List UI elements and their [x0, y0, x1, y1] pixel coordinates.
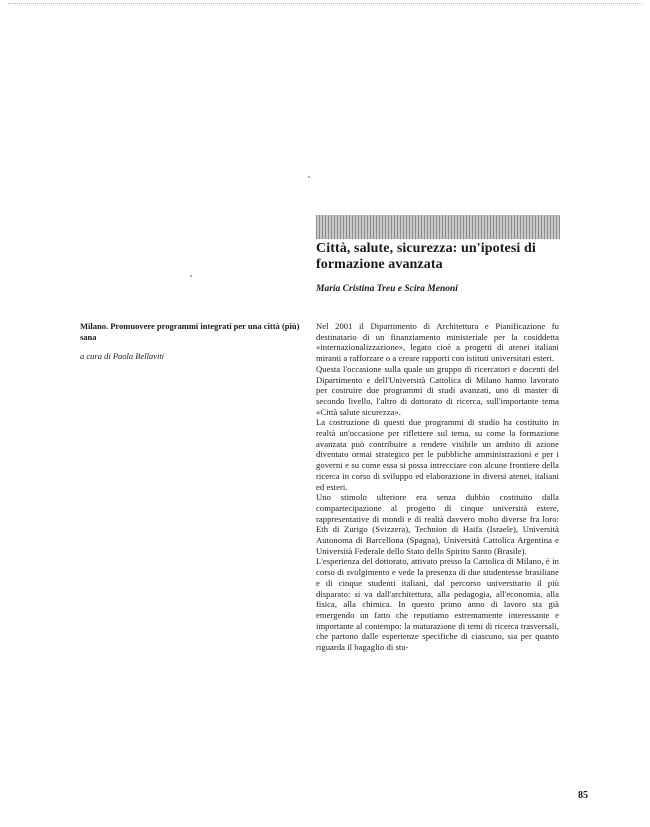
sidebar-section-title: Milano. Promuovere programmi integrati per una città (più) sana — [80, 321, 300, 342]
body-paragraph-3: La costruzione di questi due programmi di studio ha costituito in realtà un'occasione per riflettere sul tema, su come la formazione avanzata può contribuire a rendere visibile un ambito di azione diventato ormai strategico per le pubbliche amministrazioni e per i governi e su come essa si possa intrecciare con alcune frontiere della ricerca in corso di sviluppo ed elaborazione in diversi atenei, italiani ed esteri. — [316, 417, 559, 492]
scan-speck — [190, 275, 192, 277]
article-body — [316, 321, 559, 653]
title-hatched-band — [316, 215, 560, 239]
body-paragraph-2: Questa l'occasione sulla quale un gruppo di ricercatori e docenti del Dipartimento e dell'Università Cattolica di Milano hanno lavorato per costruire due programmi di studi avanzati, uno di master di secondo livello, l'altro di dottorato di ricerca, sull'importante tema «Città salute sicurezza». — [316, 363, 559, 417]
body-paragraph-4: Uno stimolo ulteriore era senza dubbio costituito dalla compartecipazione al progetto di cinque università estere, rappresentative di mondi e di realtà davvero molto diverse fra loro: Eth di Zurigo (Svizzera), Technion di Haifa (Israele), Università Autonoma di Barcellona (Spagna), Università Cattolica Argentina e Università Federale dello Stato dello Spirito Santo (Brasile). — [316, 492, 559, 556]
article-title: Città, salute, sicurezza: un'ipotesi di formazione avanzata — [316, 241, 536, 272]
page-number: 85 — [578, 790, 588, 801]
scan-speck — [308, 176, 310, 178]
body-paragraph-5: L'esperienza del dottorato, attivato presso la Cattolica di Milano, è in corso di svolgimento e vede la presenza di due studentesse brasiliane e di cinque studenti italiani, dal percorso universitario il più disparato: si va dall'architettura, alla pedagogia, all'economia, alla fisica, alla chimica. In questo primo anno di lavoro sta già emergendo un fatto che reputiamo estremamente interessante e importante al contempo: la maturazione di temi di ricerca trasversali, che partono dalle esperienze specifiche di ciascuno, sia per quanto riguarda il bagaglio di stu- — [316, 556, 559, 653]
sidebar-credit: a cura di Paola Bellaviti — [80, 351, 165, 361]
article-authors: Maria Cristina Treu e Scira Menoni — [316, 284, 458, 294]
top-dotted-rule — [8, 3, 642, 4]
body-paragraph-1: Nel 2001 il Dipartimento di Architettura e Pianificazione fu destinatario di un finanziamento ministeriale per la cosiddetta «internazionalizzazione», legato cioè a progetti di atenei italiani miranti a rafforzare o a creare rapporti con istituti universitari esteri. — [316, 321, 559, 364]
